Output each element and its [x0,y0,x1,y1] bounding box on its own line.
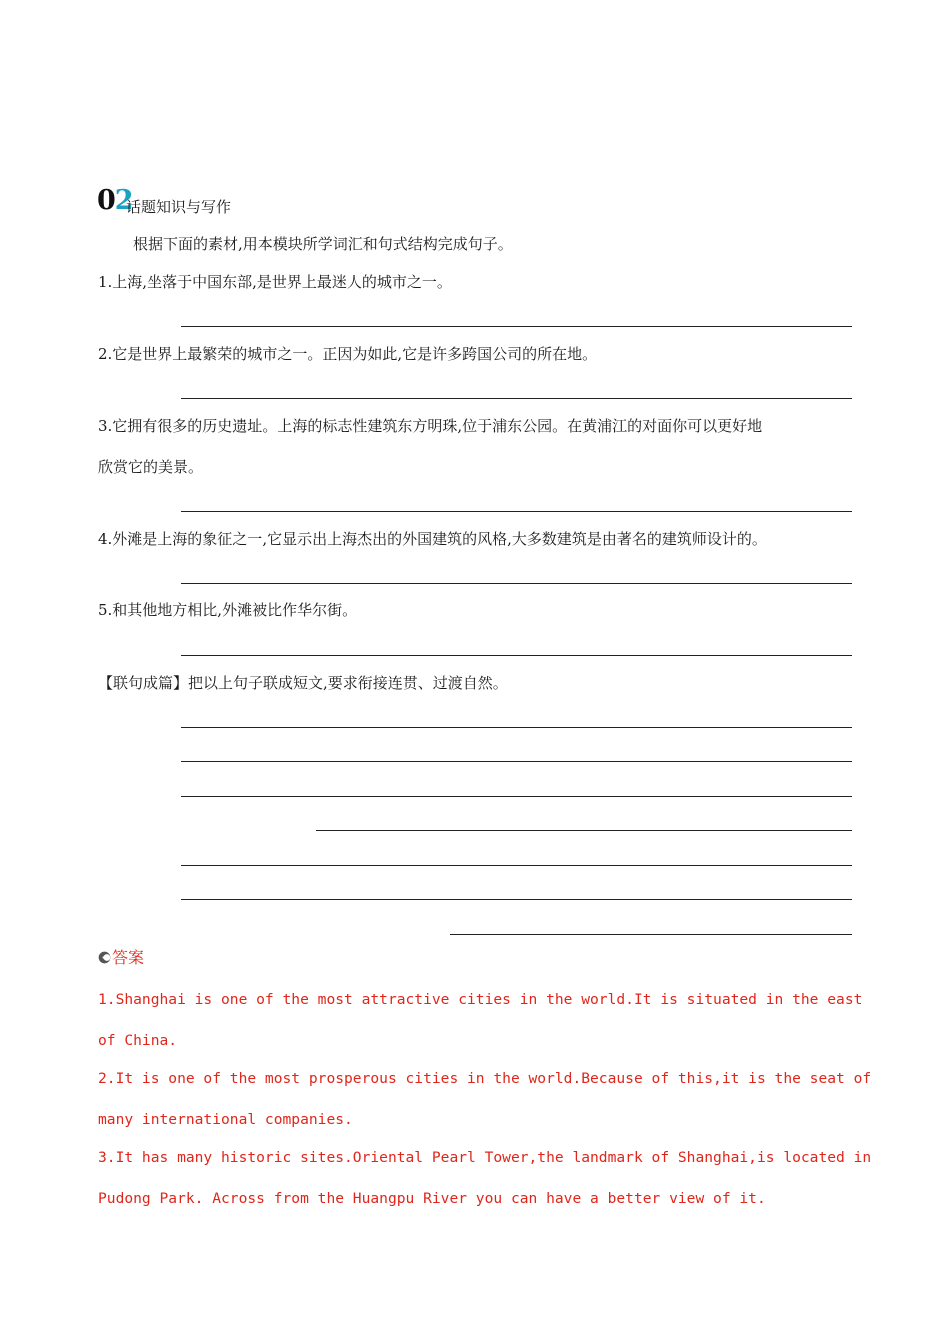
question-2-text: 2.它是世界上最繁荣的城市之一。正因为如此,它是许多跨国公司的所在地。 [98,345,598,363]
answer-heading-text: 答案 [112,948,145,967]
essay-line[interactable] [181,761,852,762]
section-number-digit-0: 0 [97,185,115,216]
answer-3-text: 3.It has many historic sites.Oriental Pearl Tower,the landmark of Shanghai,is located in [98,1149,872,1166]
essay-line[interactable] [181,796,852,797]
essay-line[interactable] [181,865,852,866]
section-number-digit-2: 2 [114,185,133,216]
essay-line[interactable] [316,830,852,831]
answer-2-text-cont: many international companies. [98,1111,353,1128]
question-1-text: 1.上海,坐落于中国东部,是世界上最迷人的城市之一。 [98,273,452,291]
essay-line[interactable] [181,727,852,728]
essay-prompt: 【联句成篇】把以上句子联成短文,要求衔接连贯、过渡自然。 [98,674,508,692]
answer-c-icon [98,951,111,964]
instruction-text: 根据下面的素材,用本模块所学词汇和句式结构完成句子。 [133,235,513,253]
question-1-answer-line[interactable] [181,326,852,327]
answer-2-text: 2.It is one of the most prosperous cities in the world.Because of this,it is the seat of [98,1070,872,1087]
question-5-text: 5.和其他地方相比,外滩被比作华尔街。 [98,601,358,619]
question-3-answer-line[interactable] [181,511,852,512]
question-5-answer-line[interactable] [181,655,852,656]
answer-1-text-cont: of China. [98,1032,178,1049]
answer-1-text: 1.Shanghai is one of the most attractive cities in the world.It is situated in the east [98,991,863,1008]
question-4-text: 4.外滩是上海的象征之一,它显示出上海杰出的外国建筑的风格,大多数建筑是由著名的建筑师设计的。 [98,530,767,548]
essay-line[interactable] [450,934,852,935]
answer-heading [98,948,144,968]
question-3-text: 3.它拥有很多的历史遗址。上海的标志性建筑东方明珠,位于浦东公园。在黄浦江的对面你可以更好地 [98,417,763,435]
section-title: 话题知识与写作 [126,198,232,216]
question-3-text-cont: 欣赏它的美景。 [98,458,204,476]
answer-3-text-cont: Pudong Park. Across from the Huangpu River you can have a better view of it. [98,1190,766,1207]
question-4-answer-line[interactable] [181,583,852,584]
essay-line[interactable] [181,899,852,900]
question-2-answer-line[interactable] [181,398,852,399]
